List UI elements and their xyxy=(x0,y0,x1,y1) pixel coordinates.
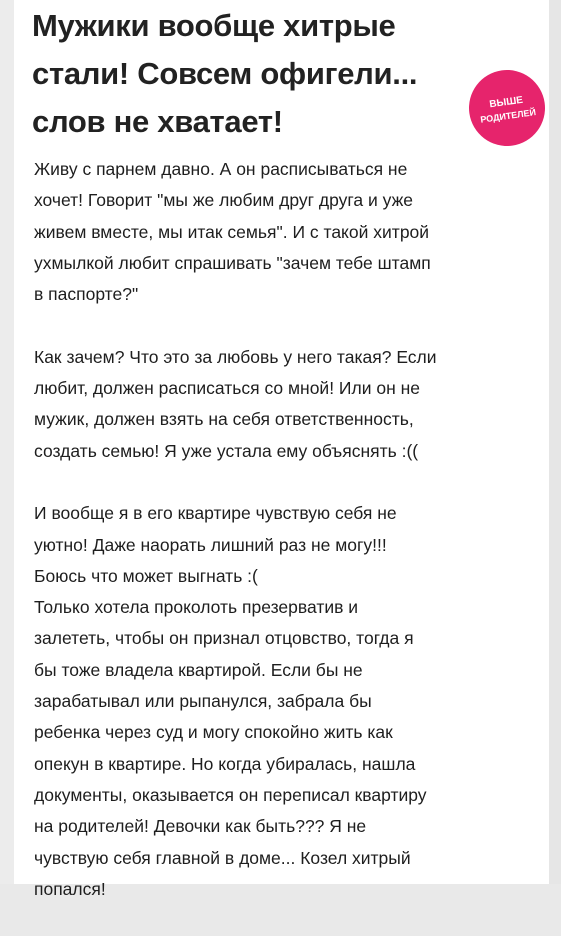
logo-line-1: ВЫШЕ xyxy=(488,94,524,111)
post-card xyxy=(14,0,549,899)
post-paragraph: Живу с парнем давно. А он расписываться не хочет! Говорит "мы же любим друг друга и уже живем вместе, мы итак семья". И с такой хитрой ухмылкой любит спрашивать "зачем тебе штамп в паспорте?" xyxy=(34,159,431,305)
post-body xyxy=(34,154,539,936)
post-paragraph: И вообще я в его квартире чувствую себя не уютно! Даже наорать лишний раз не могу!!! Боюсь что может выгнать :( Только хотела проколоть презерватив и залететь, чтобы он признал отцовство, тогда я бы тоже владела квартирой. Если бы не зарабатывал или рыпанулся, забрала бы ребенка через суд и могу спокойно жить как опекун в квартире. Но когда убиралась, нашла документы, оказывается он переписал квартиру на родителей! Девочки как быть??? Я не чувствую себя главной в доме... Козел хитрый попался! xyxy=(34,503,427,899)
page-margin-right xyxy=(549,0,561,884)
post-title: Мужики вообще хитрые стали! Совсем офигели... слов не хватает! xyxy=(32,8,418,139)
vyshe-roditeley-logo-icon xyxy=(464,65,550,151)
logo-text-graphic xyxy=(473,84,542,133)
logo-line-2: РОДИТЕЛЕЙ xyxy=(479,107,537,125)
page-margin-left xyxy=(0,0,14,884)
post-paragraph: Как зачем? Что это за любовь у него такая? Если любит, должен расписаться со мной! Или он не мужик, должен взять на себя ответственность, создать семью! Я уже устала ему объяснять :(( xyxy=(34,346,437,461)
